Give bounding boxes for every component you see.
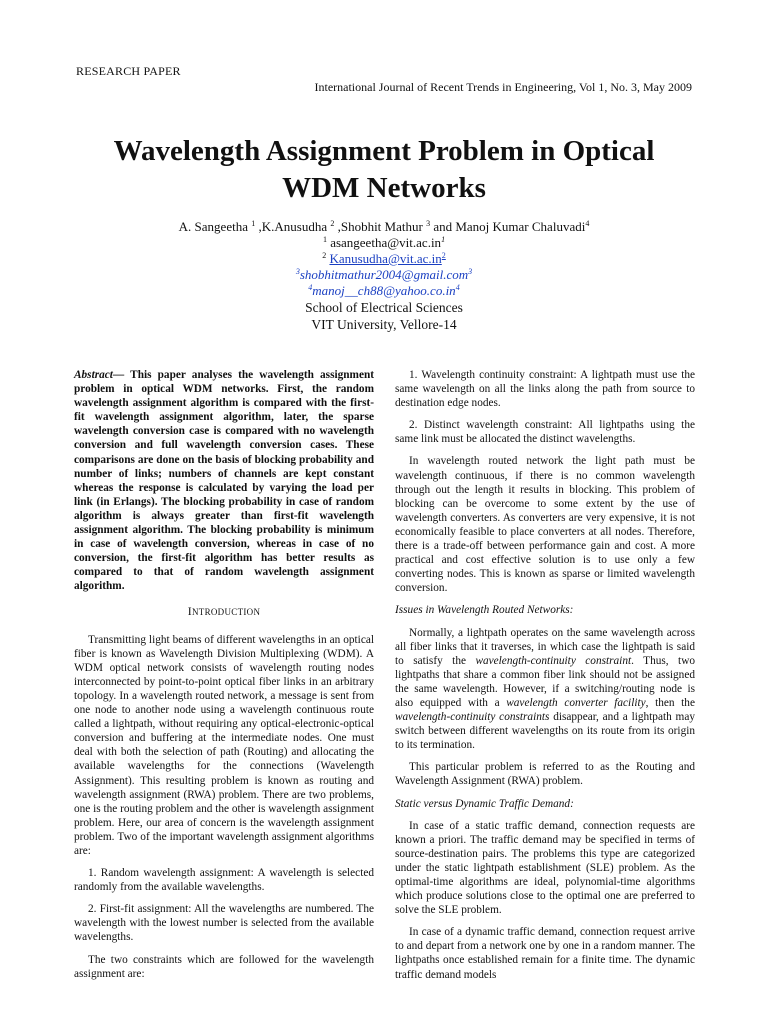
author-name: ,Shobhit Mathur: [334, 219, 423, 234]
email-mark: 4: [308, 283, 313, 292]
paragraph: In case of a static traffic demand, connection requests are known a priori. The traffic demand may be specified in terms of source-destination pairs. The problems this type are categorized under the static lightpath establishment (SLE) problem. As the optimal-time algorithms are ideal, polynomial-time algorithms which produce solutions close to the optimal one are preferred to solve the SLE problem.: [395, 819, 695, 917]
email-mark: 2: [322, 251, 327, 260]
abstract-text: This paper analyses the wavelength assignment problem in optical WDM networks. First, the random wavelength assignment algorithm is compared with the first-fit wavelength assignment algorithm, later, the sparse wavelength conversion case is compared with no wavelength conversion and full wavelength conversion cases. These comparisons are done on the basis of blocking probability and number of links; numbers of channels are kept constant whereas the response is calculated by varying the load per link (in Erlangs). The blocking probability in case of random algorithm is always greater than first-fit wavelength assignment algorithm. The blocking probability is minimum in case of wavelength conversion, whereas in case of no conversion, the first-fit algorithm has better results as compared to that of random wavelength assignment algorithm.: [74, 369, 375, 593]
abstract-dash: —: [112, 369, 131, 381]
affiliation-university: VIT University, Vellore-14: [311, 317, 457, 332]
author-mark: 4: [585, 219, 590, 228]
email-line-1: [0, 235, 768, 251]
paragraph: In wavelength routed network the light path must be wavelength continuous, if there is no common wavelength through out the length it results in blocking. This problem of blocking can be overcome to some extent by the use of wavelength converters. As converters are very expensive, it is not economically feasible to place converters at all nodes. Therefore, there is a trade-off between performance gain and cost. A more practical and cost effective solution is to use only a few converting nodes. This is known as sparse or limited wavelength conversion.: [395, 455, 695, 595]
emphasis: wavelength-continuity constraints: [395, 711, 550, 724]
author-name: A. Sangeetha: [178, 219, 248, 234]
email-line-4: [0, 283, 768, 299]
email-mark: 1: [322, 235, 327, 244]
author-block: [0, 219, 768, 333]
subheading-static-dynamic: Static versus Dynamic Traffic Demand:: [395, 797, 574, 810]
subheading-issues: Issues in Wavelength Routed Networks:: [395, 604, 574, 617]
paper-type-label: RESEARCH PAPER: [76, 64, 181, 78]
constraint-item: 2. Distinct wavelength constraint: All lightpaths using the same link must be allocated the distinct wavelengths.: [395, 419, 695, 446]
paper-title: [60, 133, 708, 207]
list-item: 1. Random wavelength assignment: A wavelength is selected randomly from the available wavelengths.: [74, 867, 374, 894]
intro-paragraph: Transmitting light beams of different wavelengths in an optical fiber is known as Wavelength Division Multiplexing (WDM). A WDM optical network consists of wavelength routing nodes interconnected by point-to-point optical fiber links in an arbitrary topology. In a wavelength routed network, a message is sent from one node to another node using a wavelength continuous route called a lightpath, without requiring any optical-electronic-optical conversion and buffering at the intermediate nodes. One must deal with both the selection of path (Routing) and allocating the available wavelengths for the connections (Wavelength Assignment). This resulting problem is known as routing and wavelength assignment (RWA) problem. There are two problems, one is the routing problem and the other is wavelength assignment problem. Here, our area of concern is the wavelength assignment problem. Two of the important wavelength assignment algorithms are:: [74, 633, 374, 857]
title-line-1: Wavelength Assignment Problem in Optical: [113, 135, 655, 167]
journal-citation: International Journal of Recent Trends in Engineering, Vol 1, No. 3, May 2009: [314, 80, 692, 94]
heading-initial: I: [187, 603, 192, 618]
paragraph: In case of a dynamic traffic demand, connection request arrive to and depart from a network one by one in a random manner. The lightpaths once established remain for a finite time. The dynamic traffic demand models: [395, 926, 695, 981]
email-mark: 1: [441, 235, 446, 244]
author-list: [0, 219, 768, 235]
text-run: . Thus, two lightpaths that share a common fiber link should not be assigned the same wavelength. However, if a switching/routing node is also equipped with a: [395, 654, 695, 709]
list-item: 2. First-fit assignment: All the wavelengths are numbered. The wavelength with the lowest number is selected from the available wavelengths.: [74, 903, 374, 944]
email-text: asangeetha@vit.ac.in: [330, 235, 442, 250]
email-mark: 3: [468, 267, 473, 276]
email-line-2: [0, 251, 768, 267]
author-mark: 3: [426, 219, 431, 228]
author-name: ,K.Anusudha: [255, 219, 328, 234]
email-mark: 4: [455, 283, 460, 292]
text-run: disappear, and a lightpath may switch between different wavelengths on its route from its origin to its termination.: [395, 711, 695, 752]
author-mark: 2: [330, 219, 335, 228]
paragraph: This particular problem is referred to as the Routing and Wavelength Assignment (RWA) problem.: [395, 761, 695, 788]
abstract-label: Abstract: [74, 369, 113, 381]
heading-rest: NTRODUCTION: [191, 606, 261, 617]
author-name: and Manoj Kumar Chaluvadi: [430, 219, 586, 234]
email-mark: 2: [441, 251, 446, 260]
email-link[interactable]: shobhitmathur2004@gmail.com: [299, 267, 469, 282]
text-run: , then the: [645, 696, 695, 709]
left-column: [74, 368, 374, 989]
text-run: Normally, a lightpath operates on the same wavelength across all fiber links that it traverses, in which case the lightpath is said to satisfy the: [395, 626, 695, 667]
paragraph: [395, 626, 695, 753]
emphasis: wavelength converter facility: [506, 696, 646, 709]
email-line-3: [0, 267, 768, 283]
constraints-intro: The two constraints which are followed for the wavelength assignment are:: [74, 953, 374, 980]
right-column: [395, 368, 695, 990]
email-link[interactable]: manoj__ch88@yahoo.co.in: [312, 283, 456, 298]
emphasis: wavelength-continuity constraint: [475, 654, 632, 667]
title-line-2: WDM Networks: [282, 172, 486, 204]
section-heading-introduction: [74, 604, 374, 619]
affiliation-school: School of Electrical Sciences: [305, 300, 463, 315]
abstract: [74, 368, 374, 594]
email-link[interactable]: Kanusudha@vit.ac.in: [329, 251, 442, 266]
email-mark: 3: [295, 267, 300, 276]
constraint-item: 1. Wavelength continuity constraint: A lightpath must use the same wavelength on all the links along the path from source to destination edge nodes.: [395, 369, 695, 410]
author-mark: 1: [251, 219, 256, 228]
